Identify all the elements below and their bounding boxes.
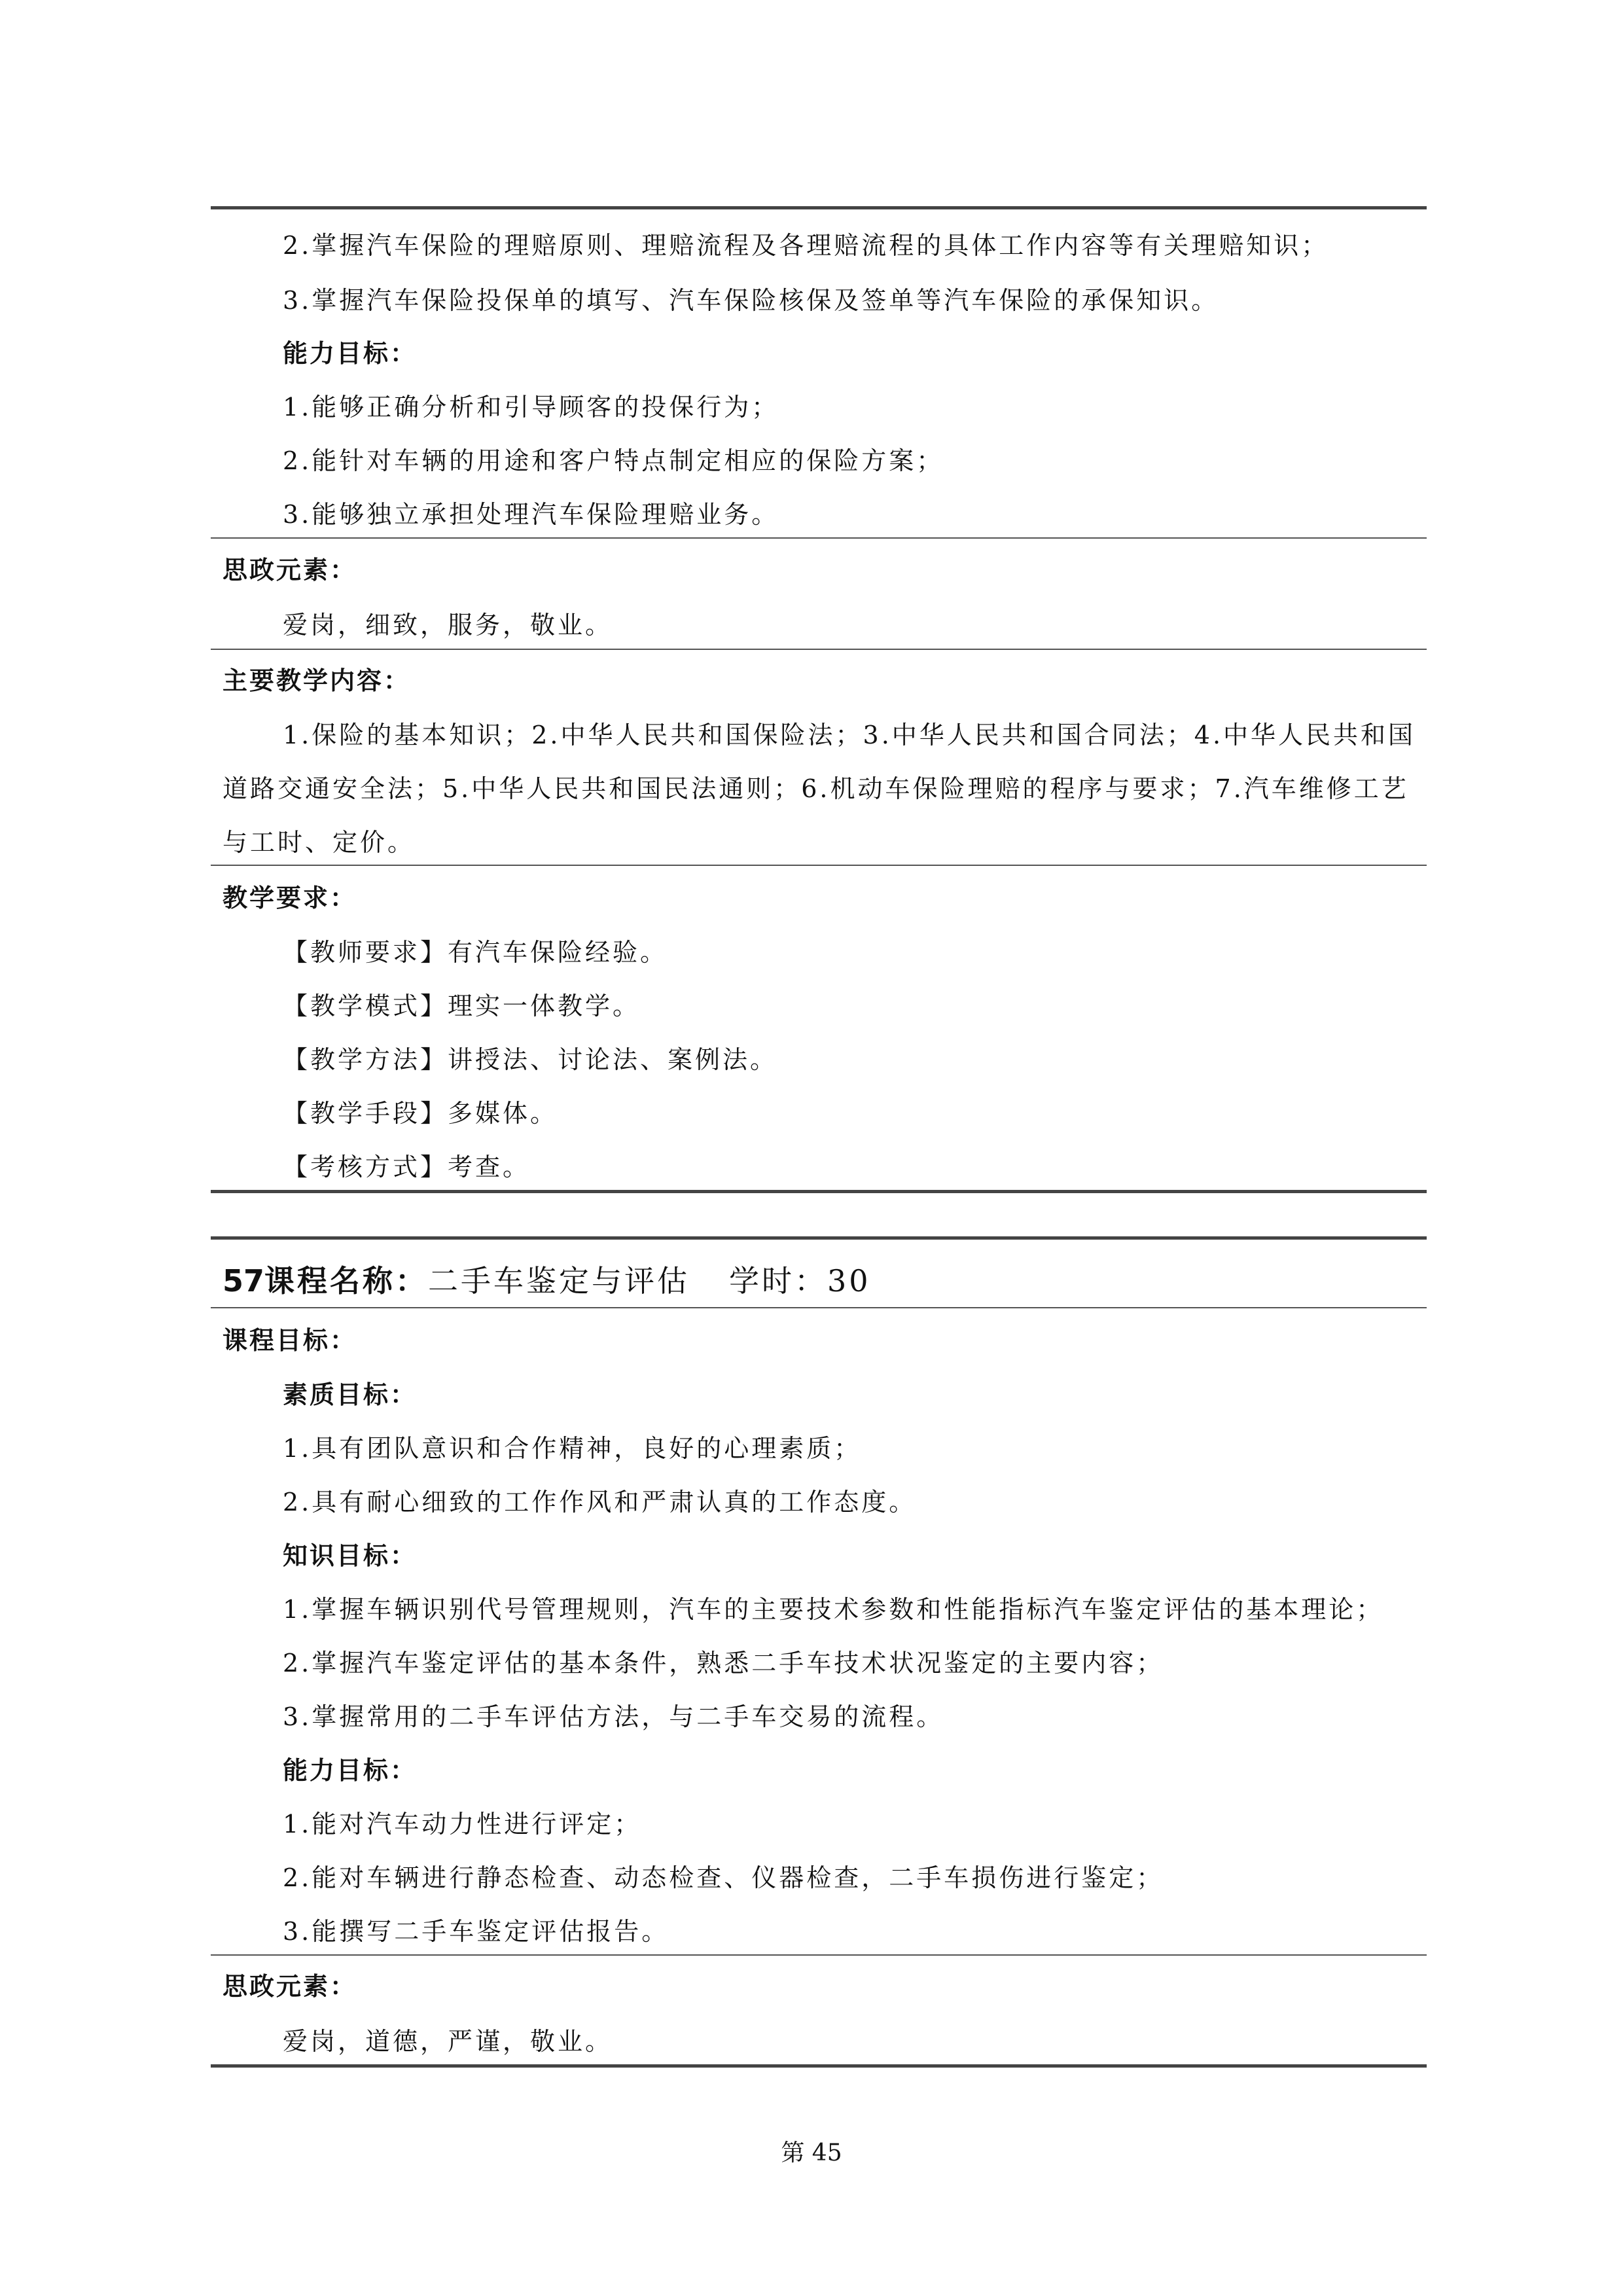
quality-item: 2.具有耐心细致的工作作风和严肃认真的工作态度。 bbox=[283, 1488, 917, 1516]
requirement-item: 【教学方法】讲授法、讨论法、案例法。 bbox=[283, 1045, 778, 1074]
quality-goals-label: 素质目标： bbox=[283, 1380, 418, 1409]
ideology-text: 爱岗，道德，严谨，敬业。 bbox=[283, 2027, 613, 2056]
ability-item: 2.能针对车辆的用途和客户特点制定相应的保险方案； bbox=[283, 446, 944, 475]
ideology-text: 爱岗，细致，服务，敬业。 bbox=[283, 611, 613, 639]
teaching-requirements-label: 教学要求： bbox=[223, 884, 357, 912]
teaching-content-line: 道路交通安全法；5.中华人民共和国民法通则；6.机动车保险理赔的程序与要求；7.汽车维修工艺 bbox=[223, 774, 1409, 803]
ability-goals-label: 能力目标： bbox=[283, 1756, 418, 1785]
knowledge-item: 2.掌握汽车鉴定评估的基本条件，熟悉二手车技术状况鉴定的主要内容； bbox=[283, 1649, 1164, 1677]
course-goals-label: 课程目标： bbox=[223, 1326, 357, 1355]
course-number: 57 bbox=[223, 1263, 265, 1299]
requirement-item: 【教师要求】有汽车保险经验。 bbox=[283, 938, 668, 967]
teaching-content-line: 1.保险的基本知识；2.中华人民共和国保险法；3.中华人民共和国合同法；4.中华人民共和国 bbox=[283, 721, 1416, 749]
page-number: 第 45 bbox=[781, 2140, 842, 2166]
table-top-border bbox=[211, 206, 1427, 209]
ideology-label: 思政元素： bbox=[223, 1972, 357, 2001]
knowledge-item: 2.掌握汽车保险的理赔原则、理赔流程及各理赔流程的具体工作内容等有关理赔知识； bbox=[283, 231, 1329, 260]
knowledge-item: 3.掌握常用的二手车评估方法，与二手车交易的流程。 bbox=[283, 1702, 944, 1731]
course-name-value: 二手车鉴定与评估 bbox=[428, 1263, 690, 1299]
course-hours-label: 学时： bbox=[729, 1263, 828, 1299]
table-top-border bbox=[211, 1236, 1427, 1240]
ideology-label: 思政元素： bbox=[223, 556, 357, 584]
ability-item: 3.能撰写二手车鉴定评估报告。 bbox=[283, 1917, 669, 1946]
teaching-content-label: 主要教学内容： bbox=[223, 666, 411, 695]
teaching-content-line: 与工时、定价。 bbox=[223, 828, 416, 857]
ability-item: 2.能对车辆进行静态检查、动态检查、仪器检查，二手车损伤进行鉴定； bbox=[283, 1863, 1164, 1892]
knowledge-item: 1.掌握车辆识别代号管理规则，汽车的主要技术参数和性能指标汽车鉴定评估的基本理论； bbox=[283, 1595, 1384, 1624]
table-bottom-border bbox=[211, 1190, 1427, 1193]
ability-item: 3.能够独立承担处理汽车保险理赔业务。 bbox=[283, 500, 779, 529]
ability-item: 1.能够正确分析和引导顾客的投保行为； bbox=[283, 393, 779, 422]
ability-goals-label: 能力目标： bbox=[283, 339, 418, 368]
row-divider bbox=[211, 649, 1427, 650]
quality-item: 1.具有团队意识和合作精神，良好的心理素质； bbox=[283, 1434, 862, 1463]
requirement-item: 【教学模式】理实一体教学。 bbox=[283, 992, 641, 1020]
course-title-row bbox=[223, 1263, 871, 1299]
requirement-item: 【教学手段】多媒体。 bbox=[283, 1099, 558, 1128]
course-hours-value: 30 bbox=[827, 1263, 871, 1299]
row-divider bbox=[211, 537, 1427, 539]
course-name-label: 课程名称： bbox=[264, 1263, 429, 1299]
knowledge-item: 3.掌握汽车保险投保单的填写、汽车保险核保及签单等汽车保险的承保知识。 bbox=[283, 286, 1219, 315]
row-divider bbox=[211, 865, 1427, 866]
ability-item: 1.能对汽车动力性进行评定； bbox=[283, 1810, 642, 1839]
requirement-item: 【考核方式】考查。 bbox=[283, 1153, 531, 1181]
row-divider bbox=[211, 1307, 1427, 1308]
table-bottom-border bbox=[211, 2064, 1427, 2068]
row-divider bbox=[211, 1954, 1427, 1956]
knowledge-goals-label: 知识目标： bbox=[283, 1541, 418, 1570]
